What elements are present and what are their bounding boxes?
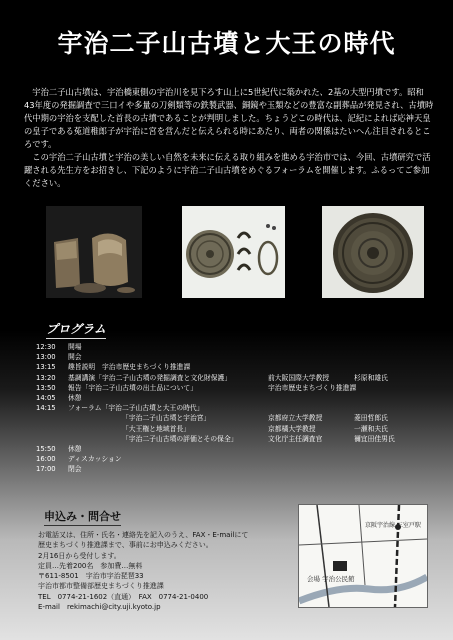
schedule-time: 14:05 [36,393,56,402]
contact-phone-fax: TEL 0774-21-1602（直通） FAX 0774-21-0400 [38,592,209,601]
access-map [298,504,428,608]
intro-paragraph-2: この宇治二子山古墳と宇治の美しい自然を未来に伝える取り組みを進める宇治市では、今回、古墳研究で活躍される先生方をお招きし、下記のように宇治二子山古墳をめぐるフォーラムを開催します。ふるってご参加ください。 [24,152,431,188]
schedule-time: 13:20 [36,373,56,382]
registration-heading: 申込み・問合せ [44,508,121,526]
speaker-affiliation: 宇治市歴史まちづくり推進課 [268,383,357,392]
registration-line: 〒611-8501 宇治市宇治琵琶33 [38,572,144,581]
schedule-time: 13:00 [36,353,56,362]
speaker-name: 禰宜田佳男氏 [354,434,395,443]
speaker-affiliation: 京都府立大学教授 [268,414,323,423]
schedule-time: 13:15 [36,363,56,372]
registration-info [38,530,288,612]
speaker-affiliation: 京都橘大学教授 [268,424,316,433]
schedule-row [36,362,446,372]
schedule-row [36,393,446,403]
schedule-time: 14:15 [36,404,56,413]
schedule-event: 開会 [68,353,82,362]
schedule-row [36,434,446,444]
speaker-name: 菱田哲郎氏 [354,414,388,423]
registration-line: 宇治市都市整備部歴史まちづくり推進課 [38,582,164,591]
artifact-photo-pottery [46,206,142,298]
schedule-event: 基調講演「宇治二子山古墳の発掘調査と文化財保護」 [68,373,232,382]
schedule-row [36,464,446,474]
registration-line: 定員…先着200名 参加費…無料 [38,561,143,570]
program-schedule [36,342,446,474]
schedule-event: 休憩 [68,444,82,453]
intro-paragraph-1: 宇治二子山古墳は、宇治橋東側の宇治川を見下ろす山上に5世紀代に築かれた、2基の大型円墳です。昭和43年度の発掘調査で三口イや多量の刀剣類等の鉄製武器、銅鏡や玉類などの豊富な副葬品が発見され、古墳時代中期の宇治を支配した首長の古墳であることが判明しました。ちょうどこの時代は、記紀によれば応神天皇の皇子である菟道稚郎子が宇治に宮を営んだと伝えられる時にあたり、両者の関係はたいへん注目されるところです。 [24,87,434,149]
schedule-event: 「宇治二子山古墳の評価とその保全」 [122,434,238,443]
registration-line: お電話又は、住所・氏名・連絡先を記入のうえ、FAX・E-mailにて [38,531,249,539]
schedule-row [36,413,446,423]
map-station-label: 京阪宇治線 三室戸駅 [365,522,421,529]
schedule-event: 開場 [68,343,82,351]
artifact-photo-mirror-and-ornaments [182,206,285,298]
schedule-row [36,424,446,434]
schedule-row [36,383,446,393]
schedule-event: ディスカッション [68,455,122,464]
speaker-affiliation: 文化庁主任調査官 [268,434,323,443]
registration-line: 歴史まちづくり推進課まで、事前にお申込みください。 [38,541,213,550]
schedule-event: 「大王権と地域首長」 [122,424,190,433]
schedule-time: 16:00 [36,455,56,464]
contact-email: E-mail rekimachi@city.uji.kyoto.jp [38,603,161,612]
schedule-row [36,454,446,464]
schedule-time: 17:00 [36,465,56,474]
schedule-event: 閉会 [68,465,82,474]
schedule-row [36,403,446,413]
schedule-event: 休憩 [68,393,82,402]
speaker-name: 杉原和雄氏 [354,373,388,382]
schedule-row [36,444,446,454]
program-heading: プログラム [46,320,106,339]
schedule-time: 12:30 [36,343,56,351]
schedule-event: 趣旨説明 宇治市歴史まちづくり推進課 [68,363,191,372]
schedule-event: 報告「宇治二子山古墳の出土品について」 [68,383,198,392]
map-venue-label: 会場 宇治公民館 [307,575,355,583]
speaker-affiliation: 前大阪国際大学教授 [268,373,330,382]
schedule-time: 15:50 [36,444,56,453]
schedule-time: 13:50 [36,383,56,392]
schedule-row [36,342,446,352]
page-title: 宇治二子山古墳と大王の時代 [57,29,396,58]
registration-line: 2月16日から受付します。 [38,551,121,560]
schedule-row [36,373,446,383]
schedule-event: 「宇治二子山古墳と宇治宮」 [122,414,211,423]
artifact-photo-bronze-mirror [322,206,424,298]
schedule-row [36,352,446,362]
venue-marker [333,561,347,571]
speaker-name: 一瀬和夫氏 [354,424,388,433]
intro-text [24,86,434,190]
schedule-event: フォーラム「宇治二子山古墳と大王の時代」 [68,404,204,413]
